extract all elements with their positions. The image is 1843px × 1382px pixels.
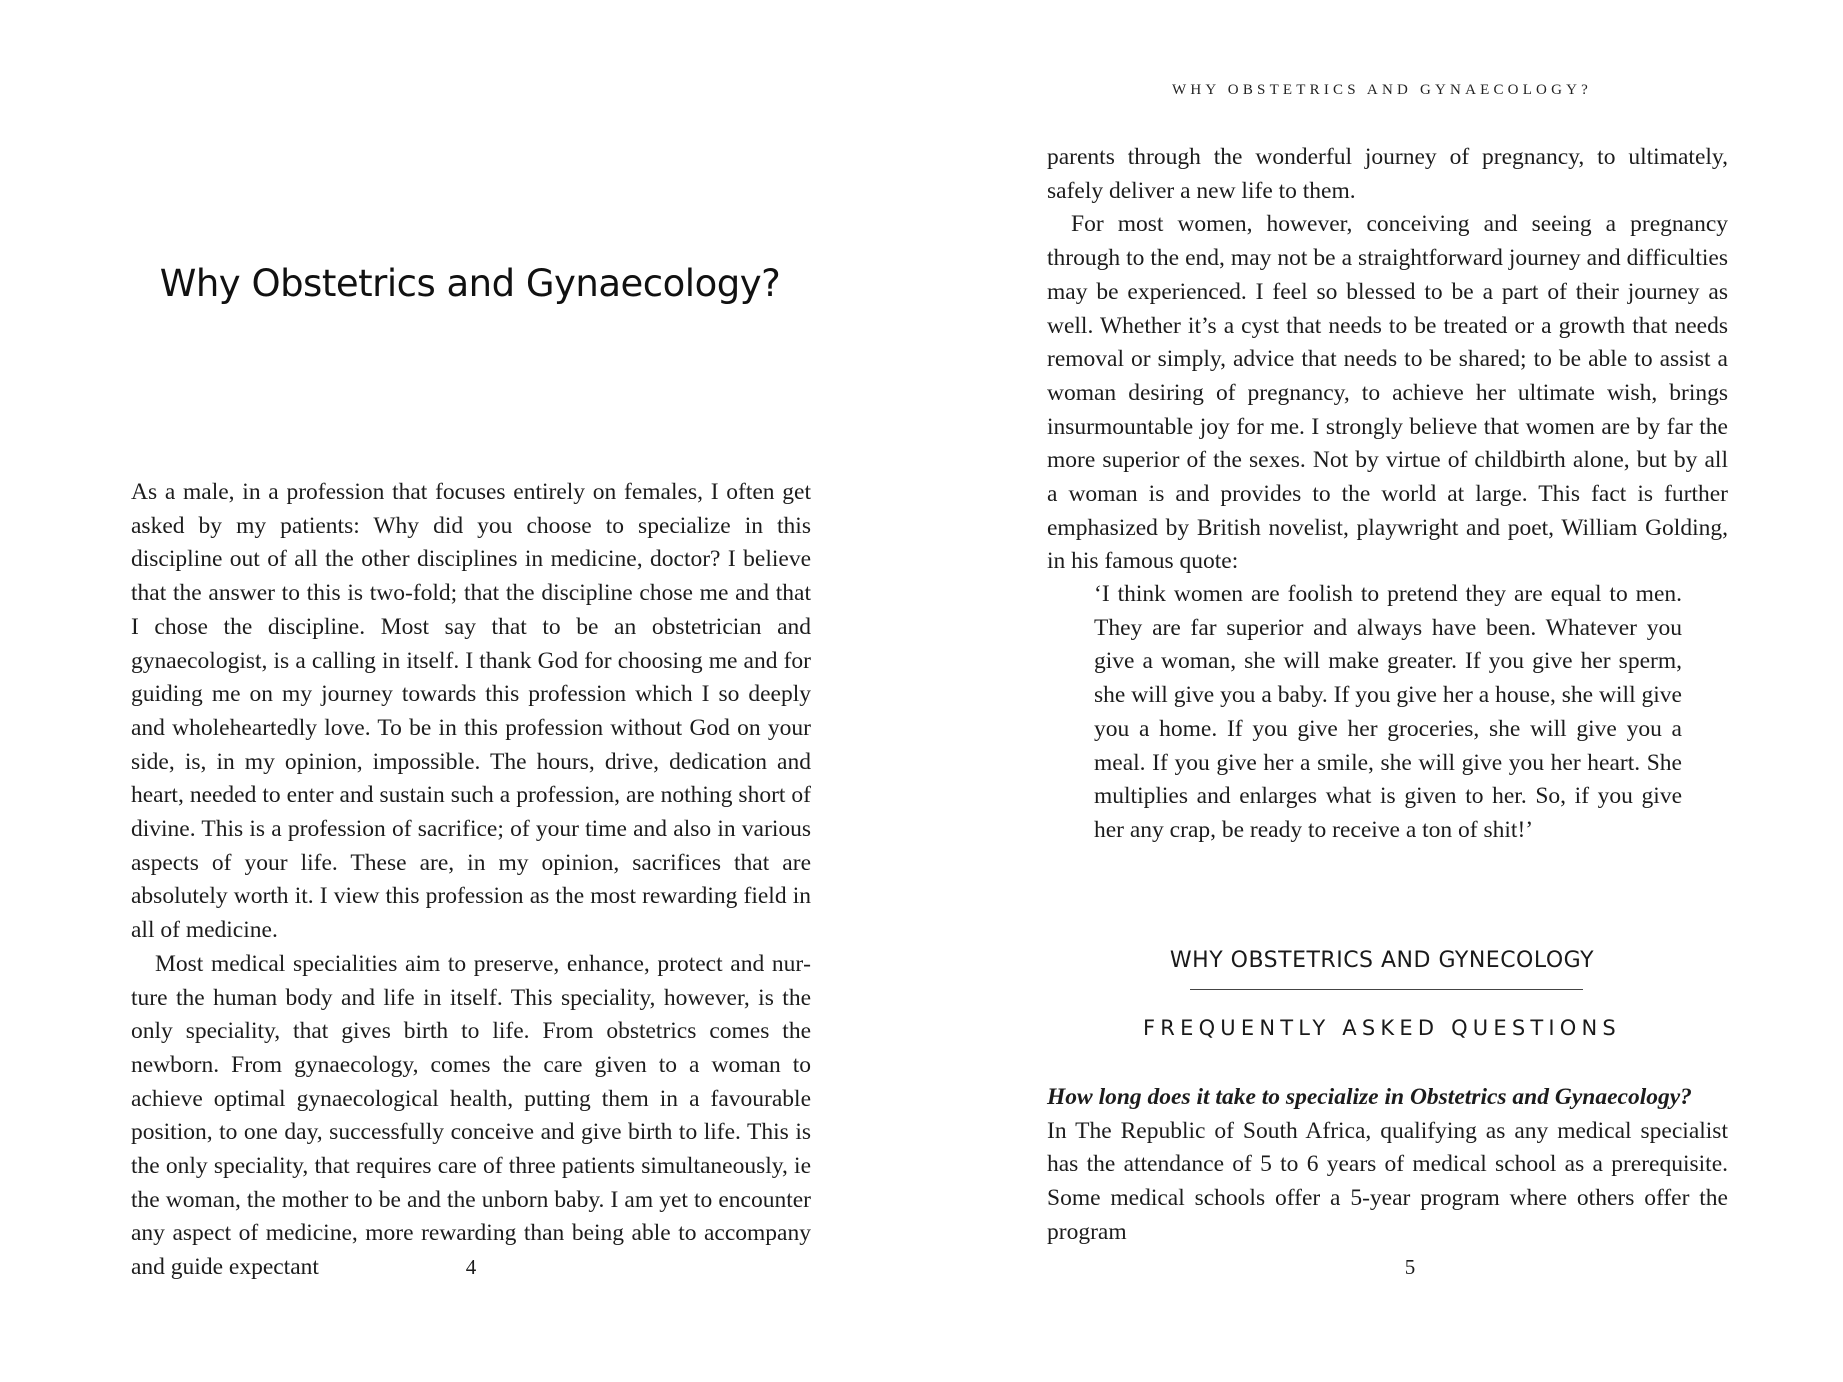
paragraph: Most medical specialities aim to preserve, enhance, protect and nurture the human body and life in itself. This speciality, however, is the only speciality, that gives birth to life. From obstetrics comes the newborn. From gynaecology, comes the care given to a woman to achieve optimal gynaecological health, putting them in a favourable position, to one day, successfully conceive and give birth to life. This is the only speciality, that requires care of three patients simultaneously, ie the woman, the mother to be and the unborn baby. I am yet to encounter any aspect of medicine, more rewarding than being able to accompany and guide expectant: [131, 950, 811, 1281]
chapter-title: Why Obstetrics and Gynaecology?: [159, 262, 781, 305]
right-page: [921, 0, 1843, 1382]
faq-question: How long does it take to specialize in Obstetrics and Gynaecology?: [1047, 1084, 1692, 1110]
page-number: 4: [465, 1255, 477, 1279]
faq-answer: In The Republic of South Africa, qualifying as any medical specialist has the attendance of 5 to 6 years of medical school as a prerequisite. Some medical schools offer a 5-year program where others offer the program: [1047, 1117, 1728, 1245]
paragraph: As a male, in a profession that focuses entirely on females, I often get asked by my patients: Why did you choose to specialize in this discipline out of all the other disciplines in medicine, doctor? I believe that the answer to this is two-fold; that the discipline chose me and that I chose the discipline. Most say that to be an obstetrician and gynaecologist, is a calling in itself. I thank God for choosing me and for guiding me on my journey towards this profession which I so deeply and wholeheartedly love. To be in this profession without God on your side, is, in my opinion, impossible. The hours, drive, dedication and heart, needed to enter and sustain such a profession, are nothing short of divine. This is a profession of sacrifice; of your time and also in various aspects of your life. These are, in my opinion, sacrifices that are absolutely worth it. I view this profession as the most rewarding field in all of medicine.: [131, 479, 811, 944]
paragraph: parents through the wonderful journey of pregnancy, to ultimately, safely deliver a new life to them.: [1047, 144, 1728, 204]
left-page: [0, 0, 921, 1382]
block-quote: ‘I think women are foolish to pretend they are equal to men. They are far superior and always have been. Whatever you give a woman, she will make greater. If you give her sperm, she will give you a baby. If you give her a house, she will give you a home. If you give her groceries, she will give you a meal. If you give her a smile, she will give you her heart. She multiplies and enlarges what is given to her. So, if you give her any crap, be ready to receive a ton of shit!’: [1094, 581, 1682, 843]
section-heading: WHY OBSTETRICS AND GYNECOLOGY: [1169, 948, 1595, 973]
paragraph: For most women, however, conceiving and seeing a pregnancy through to the end, may not be a straightforward journey and difficulties may be experienced. I feel so blessed to be a part of their journey as well. Whether it’s a cyst that needs to be treated or a growth that needs removal or simply, advice that needs to be shared; to be able to assist a woman desiring of pregnancy, to achieve her ultimate wish, brings insurmountable joy for me. I strongly believe that women are by far the more superior of the sexes. Not by virtue of childbirth alone, but by all a woman is and provides to the world at large. This fact is further emphasized by British novelist, playwright and poet, William Golding, in his famous quote:: [1047, 211, 1728, 575]
page-number: 5: [1404, 1255, 1416, 1279]
section-subheading: FREQUENTLY ASKED QUESTIONS: [1143, 1016, 1621, 1040]
faq-entry: [1047, 1081, 1728, 1250]
right-body-text: [1047, 141, 1728, 579]
left-body-text: [131, 476, 811, 1285]
section-divider: [1190, 989, 1583, 990]
running-head: WHY OBSTETRICS AND GYNAECOLOGY?: [1171, 82, 1593, 98]
